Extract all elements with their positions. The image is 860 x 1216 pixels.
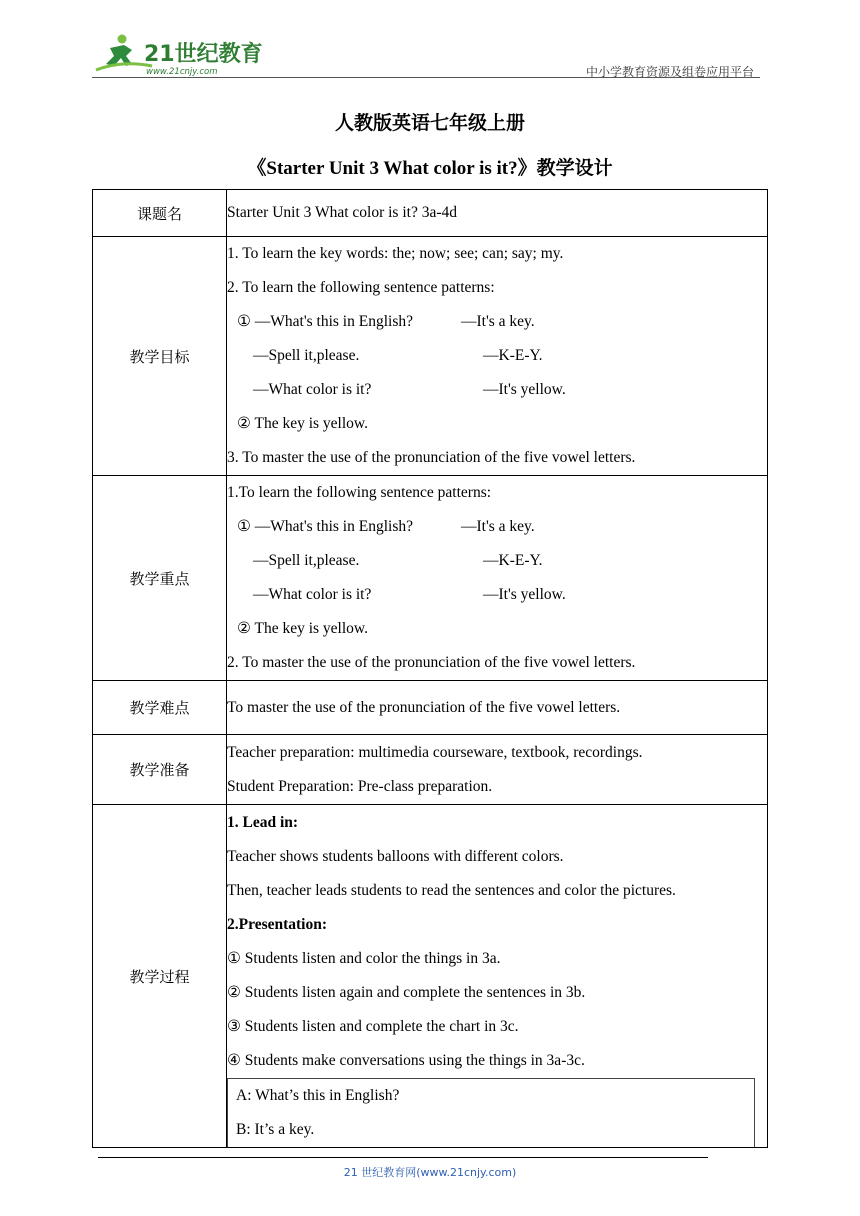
text-line: Student Preparation: Pre-class preparation. xyxy=(227,777,493,795)
row-label: 教学目标 xyxy=(93,237,227,476)
section-heading: 1. Lead in: xyxy=(227,814,299,831)
text-line: 1.To learn the following sentence patterns: xyxy=(227,484,492,501)
text-line: 1. To learn the key words: the; now; see; can; say; my. xyxy=(227,245,564,262)
table-row xyxy=(93,735,768,805)
row-content xyxy=(227,681,768,735)
document-subtitle: 《Starter Unit 3 What color is it?》教学设计 xyxy=(247,158,613,179)
row-label: 课题名 xyxy=(93,190,227,237)
svg-text:21世纪教育: 21世纪教育 xyxy=(144,42,263,67)
row-label: 教学重点 xyxy=(93,476,227,681)
dialogue-line: —Spell it,please. —K-E-Y. xyxy=(253,347,543,364)
dialogue-line: —Spell it,please. —K-E-Y. xyxy=(253,552,543,569)
row-content xyxy=(227,237,768,476)
svg-text:www.21cnjy.com: www.21cnjy.com xyxy=(146,67,218,77)
text-line: ① Students listen and color the things in 3a. xyxy=(227,950,501,967)
text-line: Teacher shows students balloons with different colors. xyxy=(227,848,564,865)
row-content xyxy=(227,735,768,805)
table-row xyxy=(93,190,768,237)
table-row xyxy=(93,681,768,735)
footer-text: 21 世纪教育网(www.21cnjy.com) xyxy=(343,1166,517,1179)
text-line: ② The key is yellow. xyxy=(237,620,368,637)
text-line: ② Students listen again and complete the sentences in 3b. xyxy=(227,984,586,1001)
section-heading: 2.Presentation: xyxy=(227,916,328,933)
dialogue-line: —What color is it? —It's yellow. xyxy=(253,381,566,398)
header-divider xyxy=(92,77,760,78)
text-line: ④ Students make conversations using the things in 3a-3c. xyxy=(227,1052,585,1069)
text-line: ② The key is yellow. xyxy=(237,415,368,432)
21cnjy-logo xyxy=(92,30,267,78)
text-line: 3. To master the use of the pronunciation of the five vowel letters. xyxy=(227,449,636,466)
dialogue-line: —What color is it? —It's yellow. xyxy=(253,586,566,603)
table-row xyxy=(93,805,768,1148)
platform-name: 中小学教育资源及组卷应用平台 xyxy=(585,65,754,79)
row-content xyxy=(227,190,768,237)
table-row xyxy=(93,237,768,476)
topic-value: Starter Unit 3 What color is it? 3a-4d xyxy=(227,204,458,221)
dialogue-line: ① —What's this in English? —It's a key. xyxy=(237,313,535,330)
row-label: 教学准备 xyxy=(93,735,227,805)
row-label: 教学过程 xyxy=(93,805,227,1148)
lesson-plan-table xyxy=(92,189,768,1148)
dialogue-line: ① —What's this in English? —It's a key. xyxy=(237,518,535,535)
dialogue-box xyxy=(227,1078,755,1147)
text-line: Then, teacher leads students to read the sentences and color the pictures. xyxy=(227,882,676,899)
page-header xyxy=(92,30,760,78)
row-content xyxy=(227,805,768,1148)
row-label: 教学难点 xyxy=(93,681,227,735)
dialogue-line: A: What’s this in English? xyxy=(236,1087,400,1104)
text-line: ③ Students listen and complete the chart in 3c. xyxy=(227,1018,519,1035)
dialogue-line: B: It’s a key. xyxy=(236,1121,315,1138)
row-content xyxy=(227,476,768,681)
table-row xyxy=(93,476,768,681)
footer-divider xyxy=(98,1157,708,1158)
text-line: Teacher preparation: multimedia courseware, textbook, recordings. xyxy=(227,743,643,761)
text-line: To master the use of the pronunciation of the five vowel letters. xyxy=(227,698,621,716)
text-line: 2. To learn the following sentence patterns: xyxy=(227,279,495,296)
text-line: 2. To master the use of the pronunciation of the five vowel letters. xyxy=(227,654,636,671)
document-title: 人教版英语七年级上册 xyxy=(334,112,525,134)
